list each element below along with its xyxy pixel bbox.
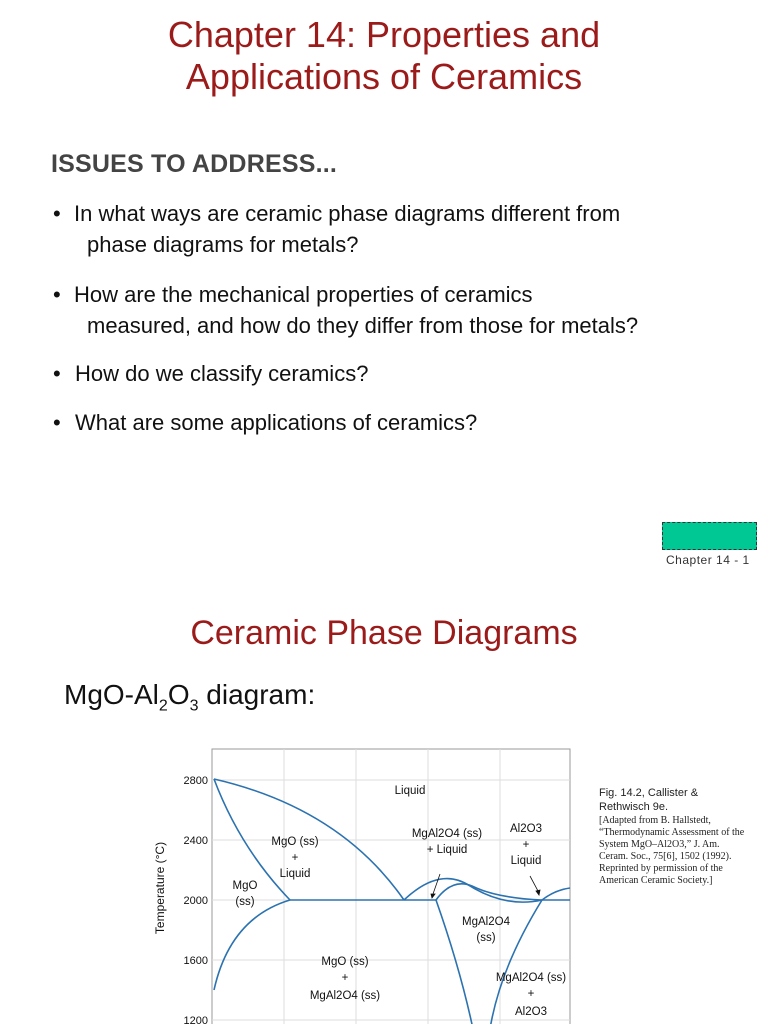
region-label: Liquid [510, 855, 542, 867]
slide-footer: Chapter 14 - 1 [666, 553, 750, 567]
caption-figure-ref: Fig. 14.2, Callister & Rethwisch 9e. [599, 787, 699, 813]
bullet-text: In what ways are ceramic phase diagrams different from [74, 201, 621, 226]
accent-box [662, 522, 757, 550]
bullet-text-continued: phase diagrams for metals? [87, 232, 359, 257]
bullet-dot: • [53, 282, 61, 307]
y-tick-label: 2000 [183, 895, 208, 907]
bullet-text-continued: measured, and how do they differ from those for metals? [87, 313, 639, 338]
region-label: MgAl2O4 (ss) [411, 828, 483, 840]
bullet-dot: • [53, 201, 61, 226]
bullet-text: How do we classify ceramics? [75, 361, 369, 386]
diagram-subtitle [64, 679, 315, 716]
bullet-text: What are some applications of ceramics? [75, 410, 478, 435]
phase-diagram [150, 748, 572, 1024]
slide-2 [0, 576, 768, 1024]
region-label: MgO [232, 880, 258, 892]
region-label: + [522, 839, 530, 851]
bullet-item [53, 358, 368, 389]
slide-2-title: Ceramic Phase Diagrams [190, 614, 578, 652]
bullet-item [53, 198, 620, 260]
bullet-item [53, 407, 477, 438]
region-label: (ss) [235, 896, 255, 908]
y-tick-label: 2400 [183, 835, 208, 847]
subtitle-o: O [167, 679, 190, 710]
region-label: MgAl2O4 [462, 916, 510, 928]
bullet-dot: • [53, 410, 61, 435]
region-label: + Liquid [426, 844, 468, 856]
region-label: MgAl2O4 (ss) [495, 972, 567, 984]
region-label: (ss) [476, 932, 496, 944]
y-tick-label: 2800 [183, 775, 208, 787]
figure-caption [599, 786, 749, 887]
region-label: Al2O3 [510, 823, 542, 835]
subtitle-suffix: diagram: [198, 679, 316, 710]
region-label: + [341, 972, 349, 984]
subtitle-subscript-3: 3 [189, 697, 199, 715]
bullet-item [53, 279, 638, 341]
region-label: MgO (ss) [321, 956, 369, 968]
region-label: MgO (ss) [271, 836, 319, 848]
title-line-2: Applications of Ceramics [185, 56, 583, 97]
bullet-dot: • [53, 361, 61, 386]
caption-source: [Adapted from B. Hallstedt, “Thermodynamic Assessment of the System MgO–Al2O3,” J. Am. Ceram. Soc., 75[6], 1502 (1992). Reprinted by permission of the American Ceramic Society.] [599, 815, 745, 886]
bullet-text: How are the mechanical properties of ceramics [74, 282, 533, 307]
y-axis-label: Temperature (°C) [153, 841, 167, 935]
subtitle-subscript-2: 2 [158, 697, 168, 715]
region-label: + [527, 988, 535, 1000]
subtitle-prefix: MgO-Al [64, 679, 159, 710]
region-label: MgAl2O4 (ss) [309, 990, 381, 1002]
y-tick-label: 1200 [183, 1015, 208, 1024]
region-label-liquid: Liquid [394, 785, 426, 797]
slide-1-title [0, 14, 768, 98]
y-tick-label: 1600 [183, 955, 208, 967]
region-label: Al2O3 [515, 1006, 547, 1018]
region-label: Liquid [279, 868, 311, 880]
region-label: + [291, 852, 299, 864]
issues-heading: ISSUES TO ADDRESS... [51, 150, 338, 178]
title-line-1: Chapter 14: Properties and [167, 14, 601, 55]
